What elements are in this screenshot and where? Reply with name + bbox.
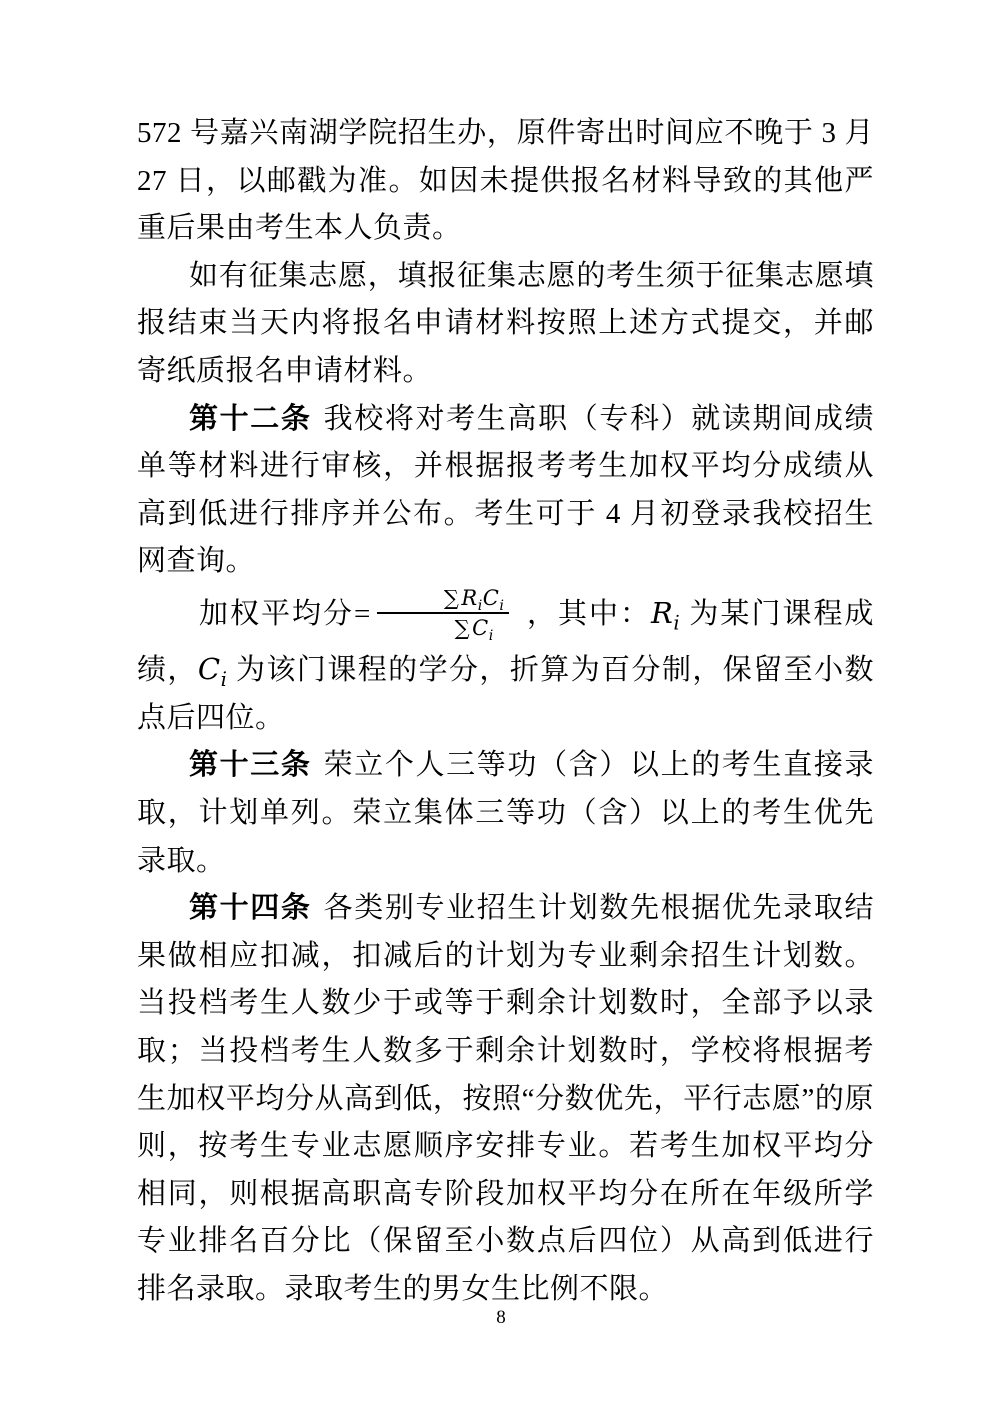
document-body <box>137 110 874 1314</box>
formula-after-text: ，其中： <box>525 597 651 630</box>
article-13-heading: 第十三条 <box>189 749 312 782</box>
subscript-i: i <box>673 611 681 635</box>
formula-r-description: 为某门课程成绩， <box>137 597 874 687</box>
subscript-i: i <box>488 628 494 645</box>
formula-c-description: 为该门课程的学分，折算为百分制，保留至小数点后四位。 <box>137 654 874 734</box>
subscript-i: i <box>220 668 228 692</box>
variable-c: C <box>472 616 489 641</box>
paragraph-article-14 <box>137 885 874 1313</box>
subscript-i: i <box>477 598 483 615</box>
variable-c: C <box>482 585 500 610</box>
article-12-heading: 第十二条 <box>189 402 312 435</box>
paragraph-article-13 <box>137 742 874 885</box>
subscript-i: i <box>499 598 505 615</box>
fraction-numerator <box>377 586 510 614</box>
sigma-symbol: ∑ <box>454 616 471 641</box>
formula-lead: 加权平均分= <box>199 597 371 630</box>
article-12-text: 我校将对考生高职（专科）就读期间成绩单等材料进行审核，并根据报考考生加权平均分成绩从高到低进行排序并公布。考生可于 4 月初登录我校招生网查询。 <box>137 402 874 578</box>
page-number: 8 <box>496 1307 506 1328</box>
variable-r: R <box>461 585 478 610</box>
variable-c: C <box>197 652 221 687</box>
variable-r: R <box>651 595 674 630</box>
paragraph-supplementary-volunteer: 如有征集志愿，填报征集志愿的考生须于征集志愿填报结束当天内将报名申请材料按照上述方式提交，并邮寄纸质报名申请材料。 <box>137 259 874 387</box>
article-13-text: 荣立个人三等功（含）以上的考生直接录取，计划单列。荣立集体三等功（含）以上的考生优先录取。 <box>137 749 874 877</box>
weighted-average-fraction <box>377 585 510 645</box>
sigma-symbol: ∑ <box>443 585 460 610</box>
article-14-heading: 第十四条 <box>189 892 312 925</box>
article-14-text: 各类别专业招生计划数先根据优先录取结果做相应扣减，扣减后的计划为专业剩余招生计划数。当投档考生人数少于或等于剩余计划数时，全部予以录取；当投档考生人数多于剩余计划数时，学校将根据考生加权平均分从高到低，按照“分数优先，平行志愿”的原则，按考生专业志愿顺序安排专业。若考生加权平均分相同，则根据高职高专阶段加权平均分在所在年级所学专业排名百分比（保留至小数点后四位）从高到低进行排名录取。录取考生的男女生比例不限。 <box>137 892 874 1305</box>
paragraph-mailing-continuation: 572 号嘉兴南湖学院招生办，原件寄出时间应不晚于 3 月 27 日，以邮戳为准。如因未提供报名材料导致的其他严重后果由考生本人负责。 <box>137 117 874 245</box>
paragraph-formula <box>137 586 874 742</box>
fraction-denominator <box>377 614 510 645</box>
paragraph-article-12 <box>137 396 874 586</box>
